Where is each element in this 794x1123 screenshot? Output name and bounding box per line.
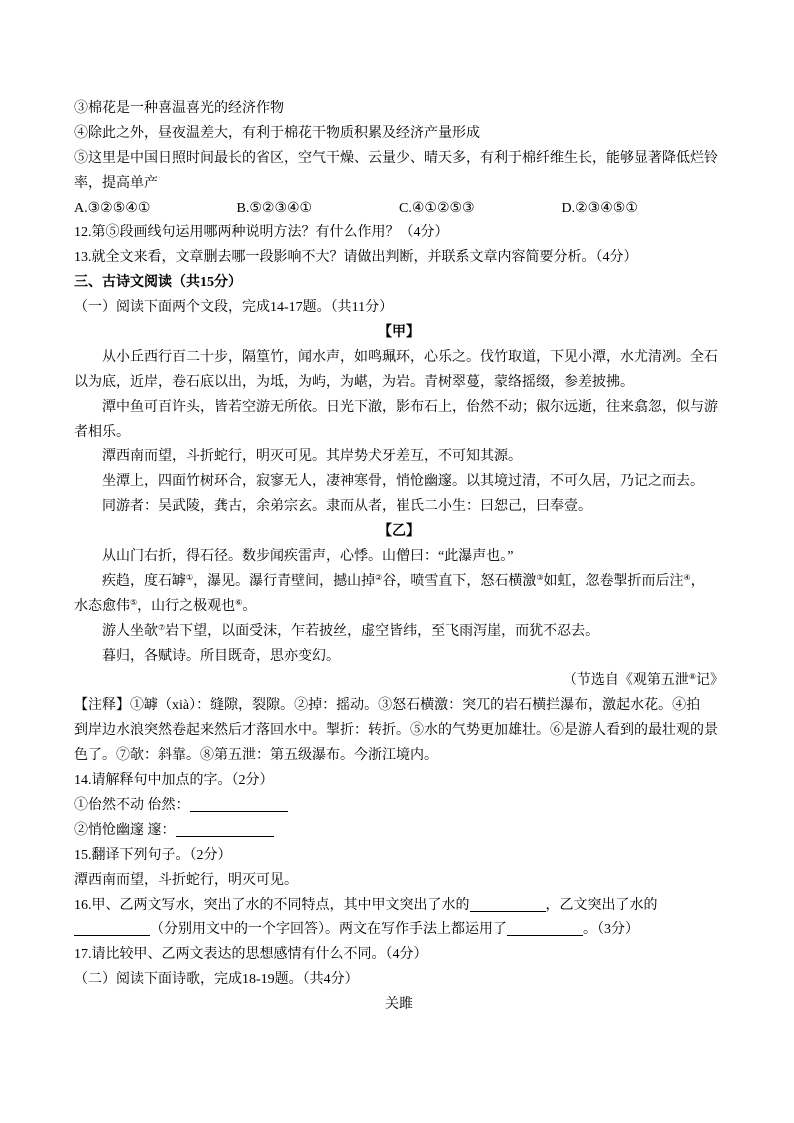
text: （分别用文中的一个字回答）。两文在写作手法上都运用了 [150, 922, 507, 938]
text: 岩下望，以面受沫，乍若披丝，虚空皆纬，至飞雨泻崖，而犹不忍去。 [165, 623, 600, 639]
text: 谷，喷雪直下，怒石横激 [382, 573, 537, 589]
question-14: 14.请解释句中加点的字。（2分） [74, 773, 274, 789]
answer-blank[interactable] [176, 822, 274, 837]
passage-jia-p4: 坐潭上，四面竹树环合，寂寥无人，凄神寒骨，悄怆幽邃。以其境过清，不可久居，乃记之而去。 [102, 474, 704, 490]
text: 水态愈伟 [74, 598, 130, 614]
question-16-cont [74, 918, 724, 943]
option-item-3: ③棉花是一种喜温喜光的经济作物 [74, 101, 284, 116]
text: ，山行之极观也 [137, 598, 236, 614]
footnote-marker: ④ [683, 572, 691, 582]
question-12: 12.第⑤段画线句运用哪两种说明方法？有什么作用？（4分） [74, 225, 449, 241]
text: 16.甲、乙两文写水，突出了水的不同特点，其中甲文突出了水的 [74, 897, 470, 913]
text: 疾趋，度石罅 [102, 573, 186, 589]
passage-jia-p5: 同游者：吴武陵，龚古，余弟宗玄。隶而从者，崔氏二小生：曰恕己，曰奉壹。 [102, 499, 592, 515]
text: 。（3分） [583, 922, 639, 938]
label: ①佁然不动 佁然： [74, 797, 190, 813]
notes-line-2: 到岸边水浪突然卷起来然后才落回水中。掣折：转折。⑤水的气势更加雄壮。⑥是游人看到的最壮观的景 [74, 723, 718, 739]
footnote-marker: ⑦ [158, 622, 166, 632]
answer-options [74, 197, 724, 222]
text: 如虹，忽卷掣折而后注 [543, 573, 684, 589]
answer-blank[interactable] [507, 921, 583, 936]
question-17: 17.请比较甲、乙两文表达的思想感情有什么不同。（4分） [74, 947, 428, 963]
passage-jia-heading: 【甲】 [378, 325, 420, 341]
option-item-5: ⑤这里是中国日照时间最长的省区，空气干燥、云量少、晴天多，有利于棉纤维生长，能够显著降低烂铃 [74, 150, 718, 166]
part-1-instructions: （一）阅读下面两个文段，完成14-17题。（共11分） [74, 300, 394, 316]
section-heading: 三、古诗文阅读（共15分） [74, 275, 242, 291]
option-item-4: ④除此之外，昼夜温差大，有利于棉花干物质积累及经济产量形成 [74, 125, 480, 141]
notes-line-3: 色了。⑦欹：斜靠。⑧第五泄：第五级瀑布。今浙江境内。 [74, 748, 438, 764]
option-c: C.④①②⑤③ [399, 200, 475, 216]
passage-source [74, 669, 724, 694]
footnote-marker: ③ [536, 572, 544, 582]
answer-blank[interactable] [470, 897, 546, 912]
passage-yi-p1: 从山门右折，得石径。数步闻疾雷声，心悸。山僧曰：“此瀑声也。” [102, 549, 514, 565]
option-d: D.②③④⑤① [561, 200, 638, 216]
text: 游人坐欹 [102, 623, 158, 639]
text: 。 [242, 598, 257, 614]
passage-jia-p2-cont: 者相乐。 [74, 424, 130, 440]
text: （节选自《观第五泄 [562, 673, 689, 689]
text: ，瀑见。瀑行青壁间，撼山掉 [193, 573, 376, 589]
label: ②悄怆幽邃 邃： [74, 822, 176, 838]
passage-jia-p3: 潭西南而望，斗折蛇行，明灭可见。其岸势犬牙差互，不可知其源。 [102, 449, 522, 465]
question-13: 13.就全文来看，文章删去哪一段影响不大？请做出判断，并联系文章内容简要分析。（4分） [74, 250, 638, 266]
poem-title: 关雎 [385, 997, 413, 1013]
text: ，乙文突出了水的 [545, 897, 658, 913]
option-item-5-cont: 率，提高单产 [74, 175, 158, 191]
question-16 [74, 894, 724, 919]
option-a: A.③②⑤④① [74, 200, 151, 216]
footnote-marker: ⑤ [130, 597, 138, 607]
passage-jia-p1-cont: 以为底，近岸，卷石底以出，为坻，为屿，为嵁，为岩。青树翠蔓，蒙络摇缀，参差披拂。 [74, 374, 634, 390]
passage-yi-p2-cont [74, 595, 724, 620]
answer-blank[interactable] [190, 797, 288, 812]
notes-line-1: 【注释】①罅（xià）：缝隙，裂隙。②掉：摇动。③怒石横激：突兀的岩石横拦瀑布，激起水花。④拍 [74, 698, 701, 714]
exam-page [74, 97, 724, 1018]
passage-jia-p2: 潭中鱼可百许头，皆若空游无所依。日光下澈，影布石上，佁然不动；俶尔远逝，往来翕忽，似与游 [102, 399, 718, 415]
text: 记》 [696, 673, 724, 689]
footnote-marker: ⑥ [235, 597, 243, 607]
footnote-marker: ② [375, 572, 383, 582]
footnote-marker: ① [186, 572, 194, 582]
question-14-b [74, 819, 724, 844]
passage-jia-p1: 从小丘西行百二十步，隔篁竹，闻水声，如鸣珮环，心乐之。伐竹取道，下见小潭，水尤清冽。全石 [102, 349, 718, 365]
question-15-sentence: 潭西南而望，斗折蛇行，明灭可见。 [74, 872, 298, 888]
passage-yi-p2 [74, 570, 724, 595]
footnote-marker: ⑧ [688, 672, 696, 682]
answer-blank[interactable] [74, 921, 150, 936]
option-b: B.⑤②③④① [236, 200, 313, 216]
passage-yi-p3 [74, 620, 724, 645]
passage-yi-heading: 【乙】 [378, 524, 420, 540]
question-15: 15.翻译下列句子。（2分） [74, 847, 232, 863]
question-14-a [74, 794, 724, 819]
text: ， [690, 573, 705, 589]
passage-yi-p4: 暮归，各赋诗。所目既奇，思亦变幻。 [102, 648, 340, 664]
part-2-instructions: （二）阅读下面诗歌，完成18-19题。（共4分） [74, 972, 359, 988]
